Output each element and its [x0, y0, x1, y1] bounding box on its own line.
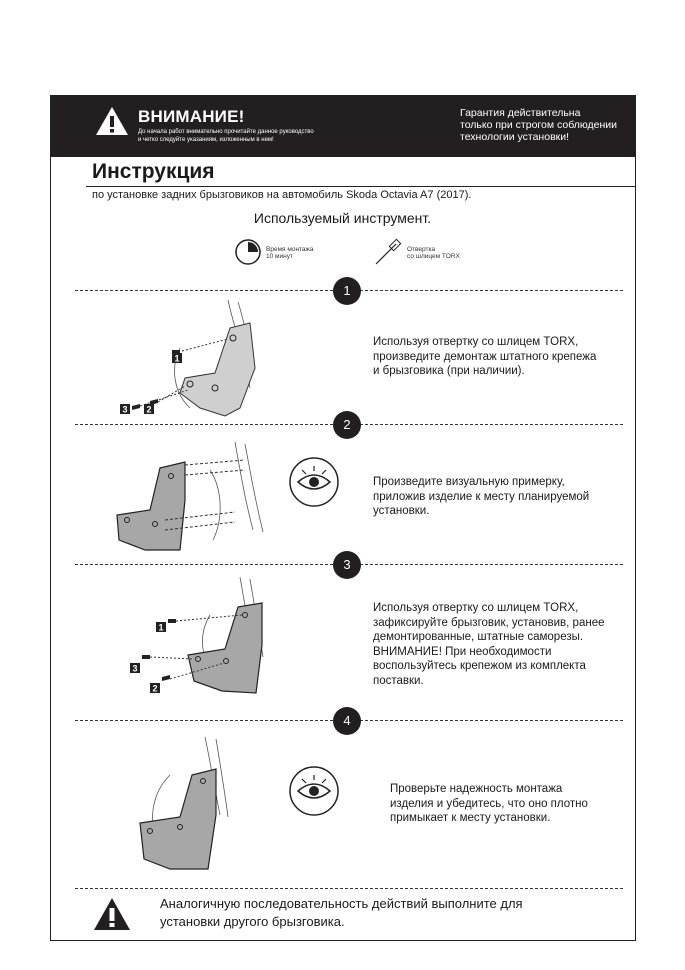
step-1-label-3: 3: [122, 404, 128, 415]
warning-subtext: До начала работ внимательно прочитайте данное руководство и четко следуйте указаниям, изложенным в нем!: [138, 129, 314, 143]
tool-screwdriver-label: Отвертка со шлицем TORX: [407, 246, 460, 260]
step-1-text: Используя отвертку со шлицем TORX, произведите демонтаж штатного крепежа и брызговика (при наличии).: [373, 336, 597, 377]
page-title: Инструкция: [92, 160, 215, 183]
tool-time-label: Время монтажа 10 минут: [266, 246, 314, 260]
step-3-label-3: 3: [132, 663, 138, 674]
step-3-label-2: 2: [152, 683, 158, 694]
step-3-illustration: [130, 575, 290, 700]
step-2-number: 2: [333, 411, 361, 439]
step-2-illustration: [105, 440, 275, 560]
eye-icon: [288, 765, 340, 817]
step-1-label-1: 1: [174, 353, 180, 364]
warning-icon: [92, 896, 132, 932]
step-4-illustration: [130, 735, 250, 875]
step-3-number: 3: [333, 551, 361, 579]
step-1-number: 1: [333, 277, 361, 305]
tools-heading: Используемый инструмент.: [253, 210, 432, 226]
clock-icon: [234, 238, 262, 266]
warning-title: ВНИМАНИЕ!: [138, 107, 245, 126]
warning-banner: [50, 95, 636, 157]
step-4-text: Проверьте надежность монтажа изделия и убедитесь, что оно плотно примыкает к месту установки.: [390, 783, 588, 824]
footer-divider: [75, 888, 623, 889]
eye-icon: [288, 456, 340, 508]
guarantee-text: Гарантия действительна только при строгом соблюдении технологии установки!: [460, 107, 618, 143]
screwdriver-icon: [372, 238, 402, 268]
footer-note: Аналогичную последовательность действий выполните для установки другого брызговика.: [160, 896, 523, 929]
step-3-text: Используя отвертку со шлицем TORX, зафиксируйте брызговик, установив, ранее демонтированные, штатные саморезы. ВНИМАНИЕ! При необходимости воспользуйтесь крепежом из комплекта поставки.: [373, 602, 605, 687]
warning-icon: [94, 105, 130, 137]
subtitle-divider: [86, 186, 636, 187]
step-1-illustration: [110, 298, 280, 422]
page-subtitle: по установке задних брызговиков на автомобиль Skoda Octavia A7 (2017).: [92, 189, 472, 201]
step-1-label-2: 2: [146, 404, 152, 415]
step-3-label-1: 1: [158, 622, 164, 633]
step-2-text: Произведите визуальную примерку, приложив изделие к месту планируемой установки.: [373, 476, 590, 517]
step-4-number: 4: [333, 707, 361, 735]
